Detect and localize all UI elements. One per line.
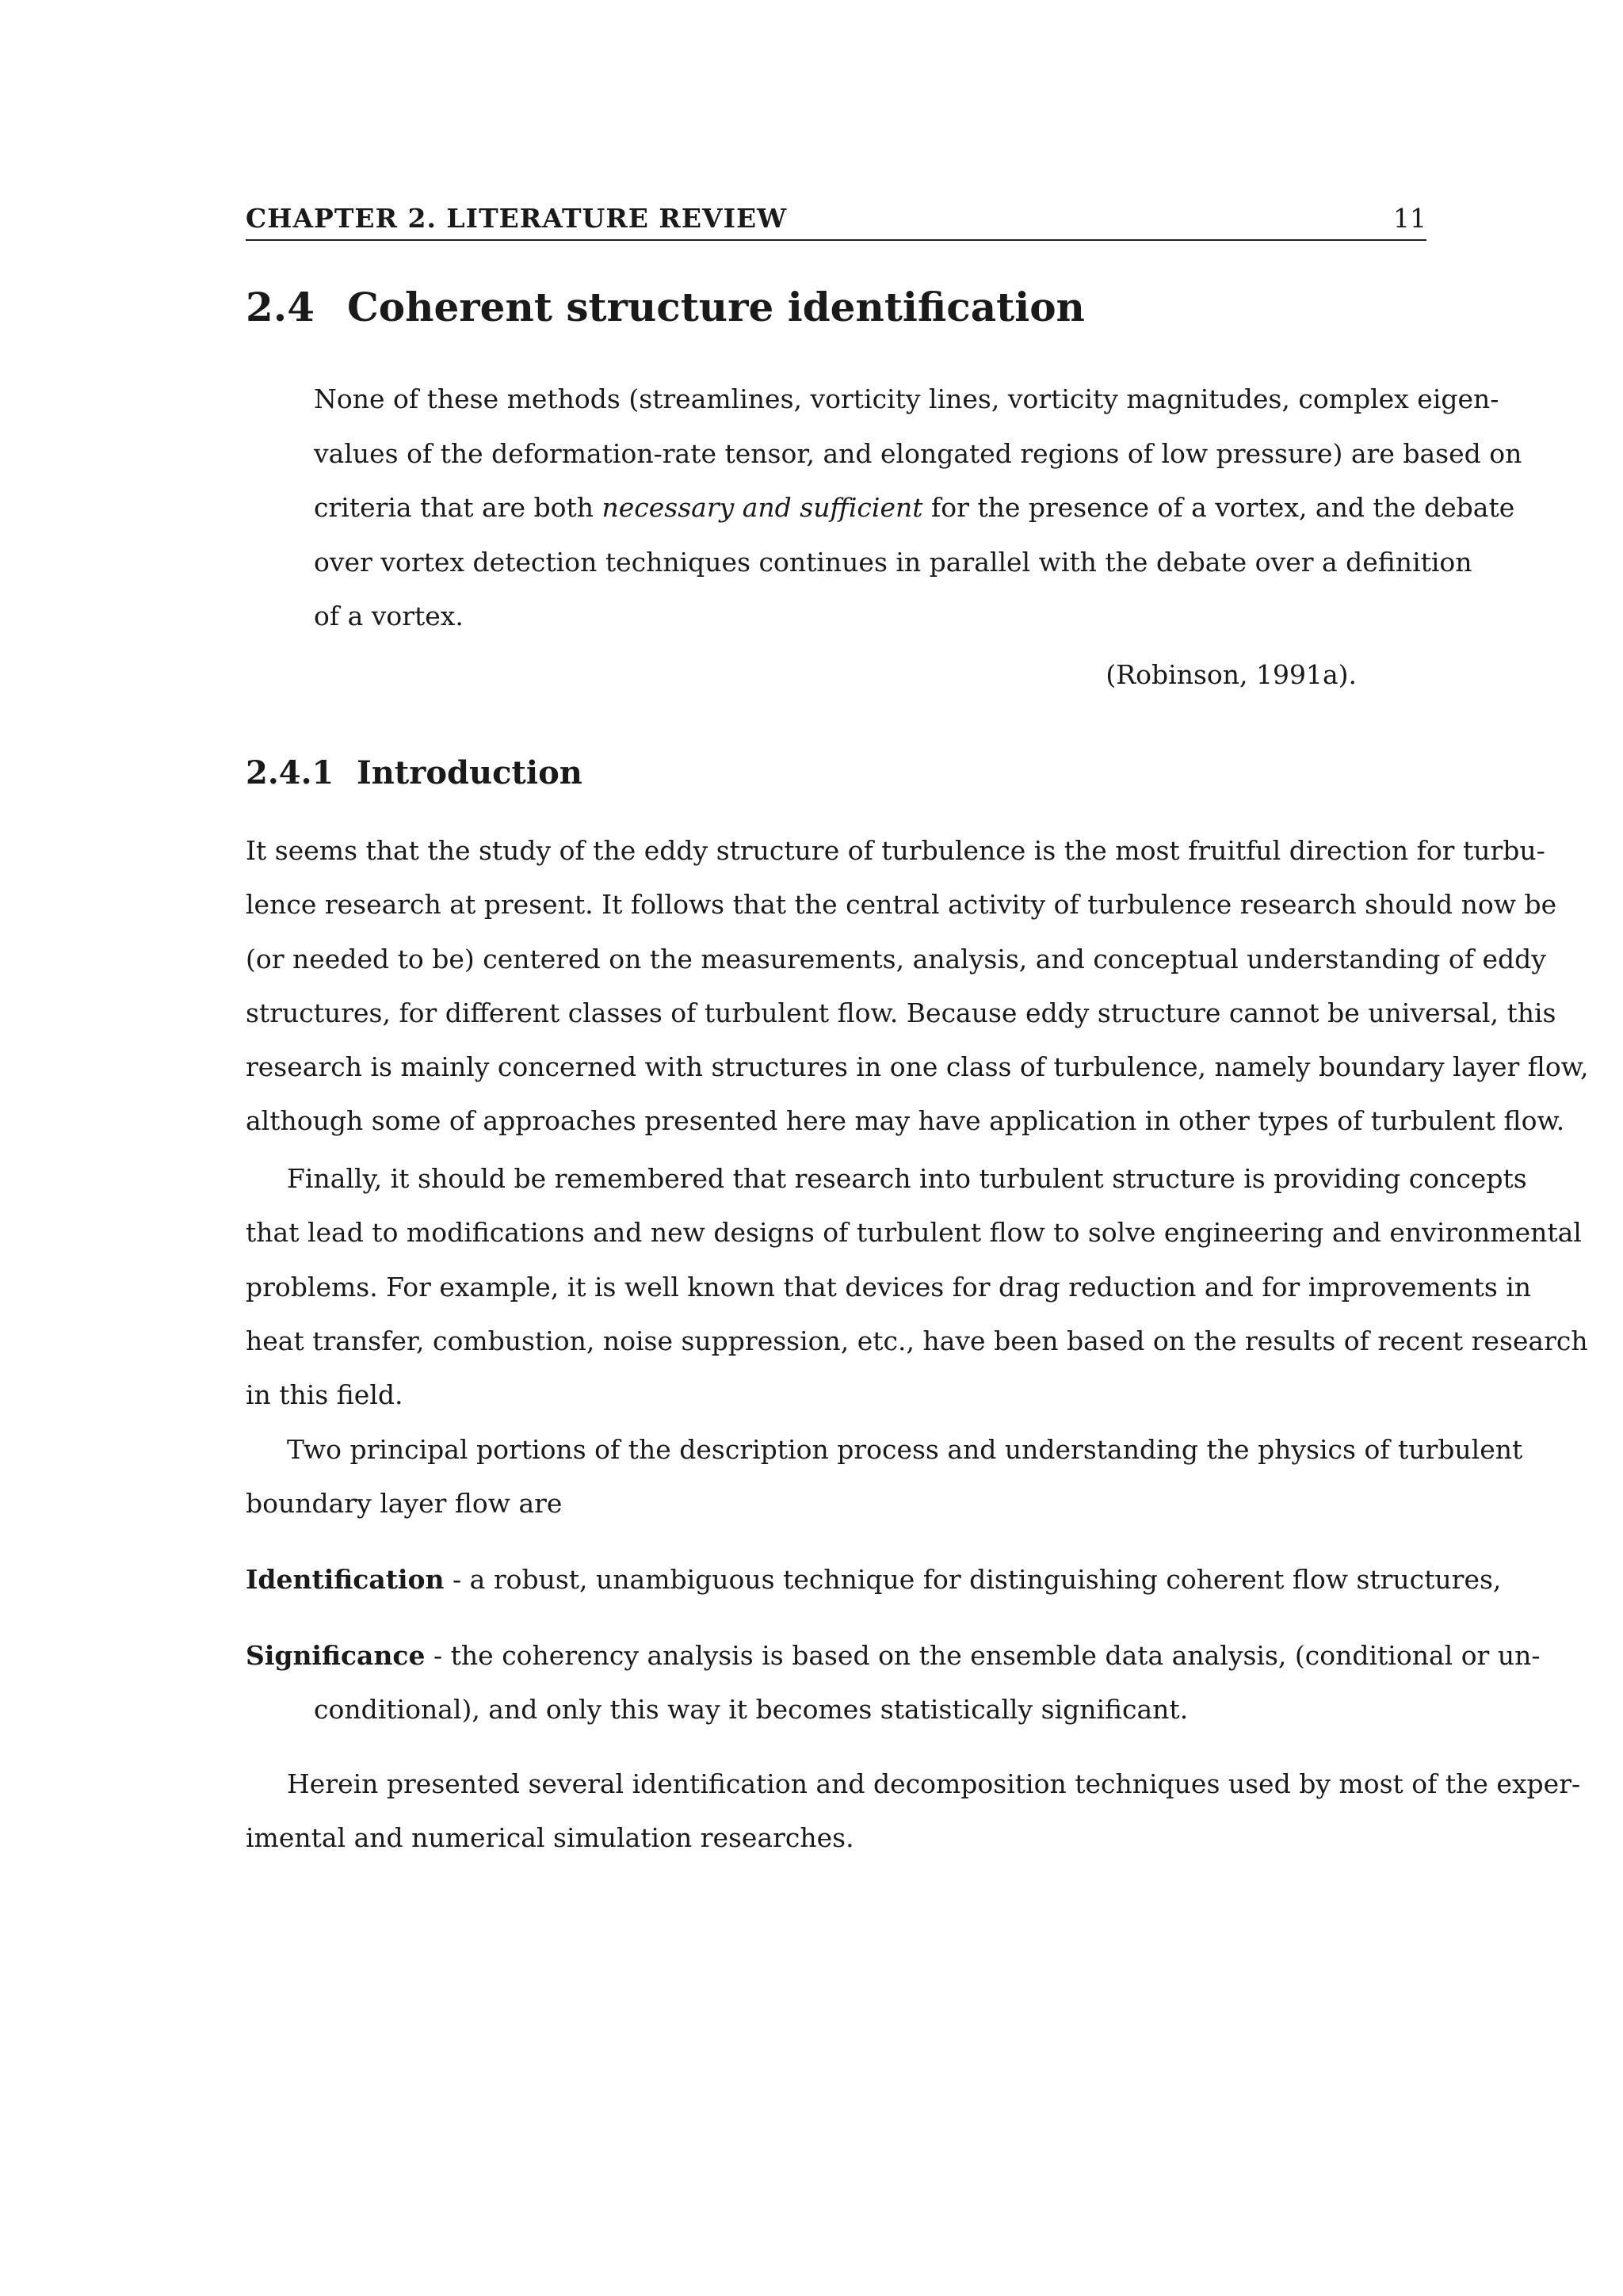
paragraph-line: in this field. xyxy=(246,1379,403,1411)
quote-line xyxy=(314,481,1515,536)
quote-emphasis: necessary and sufficient xyxy=(601,492,923,523)
paragraph-line: Herein presented several identification and decomposition techniques used by most of the exper- xyxy=(287,1768,1581,1799)
definition-line xyxy=(246,1629,1541,1683)
quote-text: for the presence of a vortex, and the debate xyxy=(922,492,1515,523)
running-header xyxy=(246,200,1426,241)
definition-term: Significance xyxy=(246,1640,426,1671)
quote-citation: (Robinson, 1991a). xyxy=(1106,659,1357,690)
paragraph-line: although some of approaches presented here may have application in other types of turbulent flow. xyxy=(246,1105,1565,1137)
section-title-text: Coherent structure identification xyxy=(347,284,1085,330)
quote-line: of a vortex. xyxy=(314,601,464,631)
subsection-number: 2.4.1 xyxy=(246,754,334,791)
subsection-title-text: Introduction xyxy=(357,754,582,791)
paragraph-line: structures, for different classes of turbulent flow. Because eddy structure cannot be universal, this xyxy=(246,997,1556,1028)
quote-line: over vortex detection techniques continues in parallel with the debate over a definition xyxy=(314,546,1472,578)
paragraph xyxy=(246,1757,1581,1866)
paragraph-line: It seems that the study of the eddy structure of turbulence is the most fruitful direction for turbu- xyxy=(246,835,1545,866)
paragraph-line: lence research at present. It follows that the central activity of turbulence research should now be xyxy=(246,889,1557,921)
definition-identification xyxy=(246,1553,1502,1607)
paragraph-line: problems. For example, it is well known that devices for drag reduction and for improvements in xyxy=(246,1271,1532,1302)
paragraph-line: Finally, it should be remembered that research into turbulent structure is providing concepts xyxy=(287,1163,1527,1194)
paragraph xyxy=(246,824,1589,1149)
paragraph-line: that lead to modifications and new designs of turbulent flow to solve engineering and environmental xyxy=(246,1217,1582,1249)
quote-line: values of the deformation-rate tensor, and elongated regions of low pressure) are based on xyxy=(314,437,1522,469)
paragraph-line: imental and numerical simulation researches. xyxy=(246,1822,854,1854)
section-number: 2.4 xyxy=(246,284,315,330)
paragraph-line: heat transfer, combustion, noise suppression, etc., have been based on the results of recent research xyxy=(246,1325,1588,1356)
paragraph xyxy=(246,1423,1523,1531)
chapter-heading: CHAPTER 2. LITERATURE REVIEW xyxy=(246,203,788,234)
definition-line xyxy=(246,1553,1502,1607)
definition-continuation: conditional), and only this way it becomes statistically significant. xyxy=(314,1694,1189,1726)
paragraph-line: boundary layer flow are xyxy=(246,1488,563,1520)
definition-term: Identification xyxy=(246,1564,445,1595)
paragraph-line: research is mainly concerned with structures in one class of turbulence, namely boundary layer flow, xyxy=(246,1051,1589,1083)
definition-text: - the coherency analysis is based on the ensemble data analysis, (conditional or un- xyxy=(425,1640,1541,1671)
paragraph-line: Two principal portions of the description process and understanding the physics of turbulent xyxy=(287,1434,1523,1465)
paragraph-line: (or needed to be) centered on the measurements, analysis, and conceptual understanding of eddy xyxy=(246,943,1546,974)
paragraph xyxy=(246,1152,1588,1422)
epigraph-quote xyxy=(314,372,1522,644)
section-heading xyxy=(246,284,1085,330)
quote-line: None of these methods (streamlines, vorticity lines, vorticity magnitudes, complex eigen- xyxy=(314,383,1499,414)
definition-text: - a robust, unambiguous technique for distinguishing coherent flow structures, xyxy=(444,1564,1502,1595)
page-number: 11 xyxy=(1393,203,1426,234)
definition-significance xyxy=(246,1629,1541,1737)
subsection-heading xyxy=(246,754,582,791)
quote-text: criteria that are both xyxy=(314,492,602,523)
